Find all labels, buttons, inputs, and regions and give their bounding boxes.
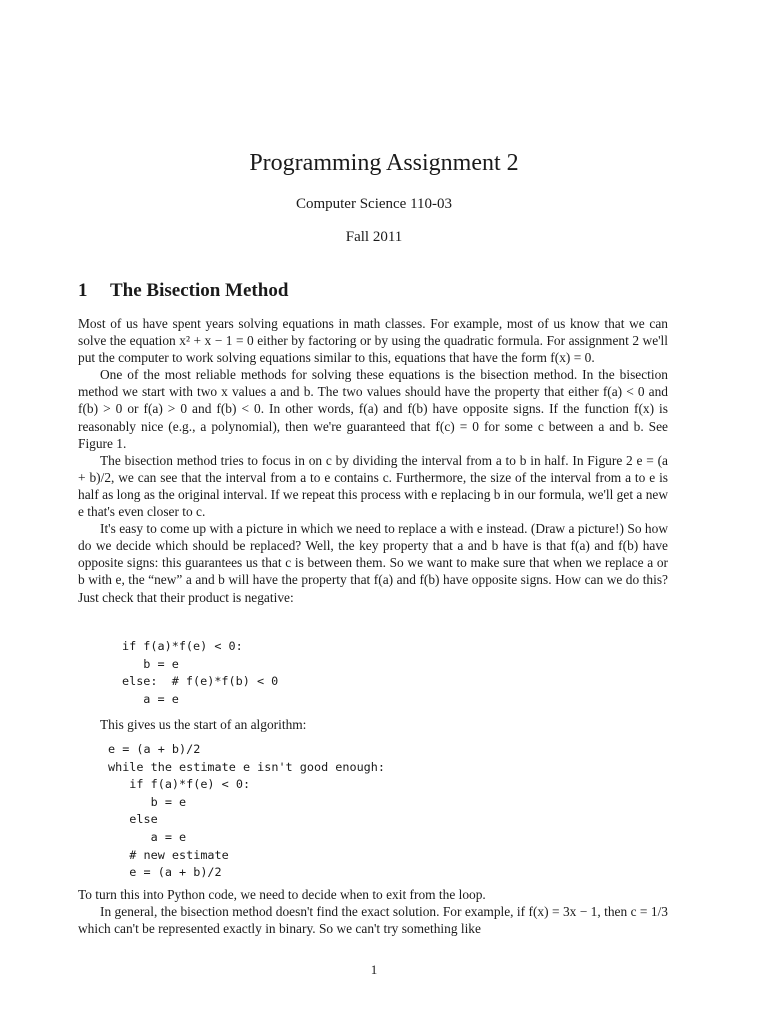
- section-heading: [78, 280, 288, 302]
- code-block-1: if f(a)*f(e) < 0: b = e else: # f(e)*f(b) < 0 a = e: [122, 639, 279, 706]
- course-name: Computer Science 110-03: [295, 196, 453, 212]
- body-text-top: [78, 315, 668, 606]
- paragraph-4: It's easy to come up with a picture in which we need to replace a with e instead. (Draw a picture!) So how do we decide which should be replaced? Well, the key property that a and b have is that f(a) and f(b) have opposite signs: this guarantees us that c is between them. So we want to make sure that when we replace a or b with e, the “new” a and b will have the property that f(a) and f(b) have opposite signs. How can we do this? Just check that their product is negative:: [78, 521, 668, 605]
- body-text-bottom: [78, 886, 668, 937]
- term: Fall 2011: [345, 229, 403, 245]
- paragraph-7: In general, the bisection method doesn't find the exact solution. For example, if f(x) = 3x − 1, then c = 1/3 which can't be represented exactly in binary. So we can't try something like: [78, 904, 668, 937]
- page-number: 1: [370, 962, 378, 977]
- body-text-mid: [78, 716, 668, 733]
- paragraph-1: Most of us have spent years solving equations in math classes. For example, most of us know that we can solve the equation x² + x − 1 = 0 either by factoring or by using the quadratic formula. For assignment 2 we'll put the computer to work solving equations similar to this, equations that have the form f(x) = 0.: [78, 316, 668, 366]
- section-number: 1: [78, 280, 88, 301]
- document-title: Programming Assignment 2: [249, 150, 519, 176]
- paragraph-3: The bisection method tries to focus in on c by dividing the interval from a to b in half. In Figure 2 e = (a + b)/2, we can see that the interval from a to e contains c. Furthermore, the size of the interval from a to e is half as long as the original interval. If we repeat this process with e replacing b in our formula, we'll get a new e that's even closer to c.: [78, 452, 668, 520]
- code-block-2: e = (a + b)/2 while the estimate e isn't good enough: if f(a)*f(e) < 0: b = e else a = e # new estimate e = (a + b)/2: [108, 742, 385, 880]
- paragraph-6: To turn this into Python code, we need to decide when to exit from the loop.: [78, 887, 486, 902]
- paragraph-2: One of the most reliable methods for solving these equations is the bisection method. In the bisection method we start with two x values a and b. The two values should have the property that either f(a) < 0 and f(b) > 0 or f(a) > 0 and f(b) < 0. In other words, f(a) and f(b) have opposite signs. If the function f(x) is reasonably nice (e.g., a polynomial), then we're guaranteed that f(c) = 0 for some c between a and b. See Figure 1.: [78, 367, 668, 451]
- paragraph-5: This gives us the start of an algorithm:: [100, 717, 307, 732]
- section-title: The Bisection Method: [110, 280, 289, 301]
